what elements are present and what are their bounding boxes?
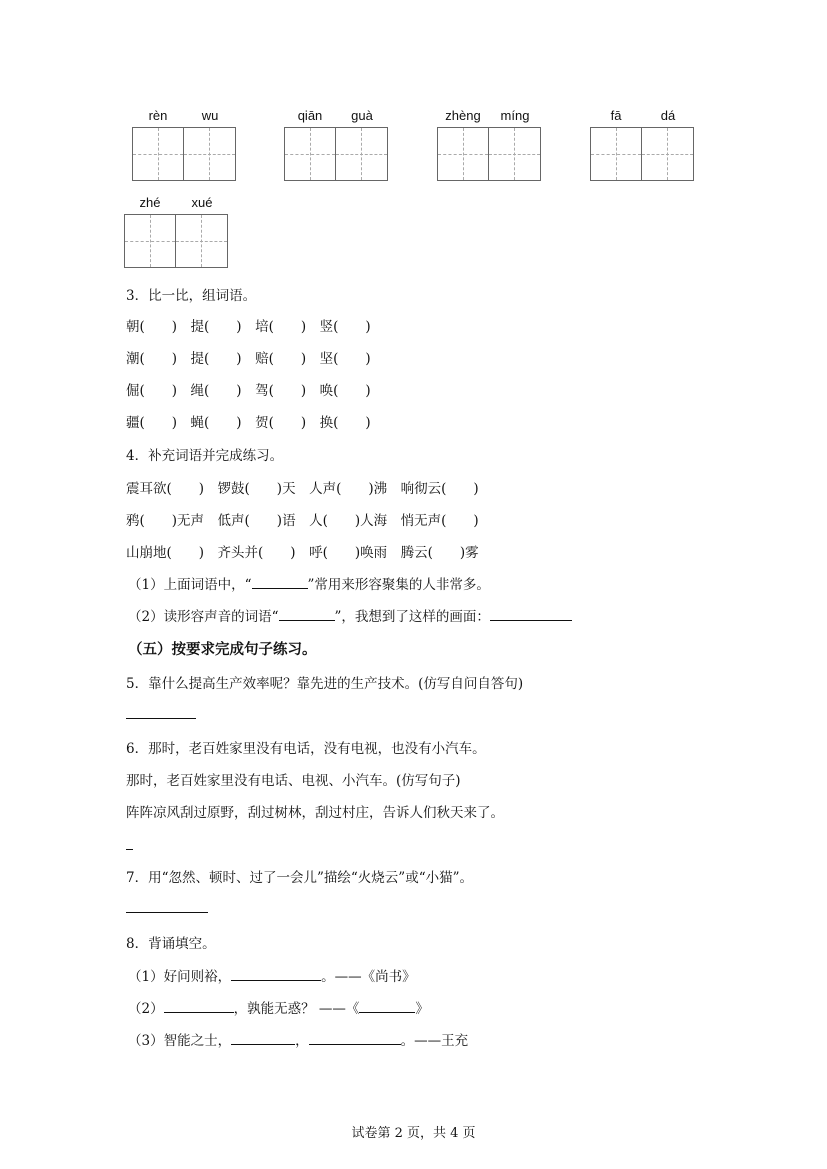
pinyin-label: xué (191, 195, 213, 210)
pinyin-label: rèn (148, 108, 168, 123)
q8-sub3-suffix: 。——王充 (400, 1033, 469, 1049)
writing-boxes[interactable] (284, 127, 388, 181)
q8-sub1-prefix: （1）好问则裕， (128, 969, 232, 985)
writing-boxes[interactable] (124, 214, 228, 268)
answer-blank[interactable] (279, 608, 335, 621)
q4-sub1-prefix: （1）上面词语中，“ (128, 577, 252, 593)
answer-blank[interactable] (490, 608, 572, 621)
pinyin-label: guà (351, 108, 373, 123)
q8-sub3-middle: ， (295, 1033, 309, 1049)
q3-row: 潮( ) 提( ) 赔( ) 坚( ) (126, 351, 371, 367)
question-3-title: 3．比一比，组词语。 (126, 288, 257, 304)
pinyin-label: zhé (139, 195, 161, 210)
question-6-line3: 阵阵凉风刮过原野，刮过树林，刮过村庄，告诉人们秋天来了。 (126, 805, 504, 821)
q4-row: 震耳欲( ) 锣鼓( )天 人声( )沸 响彻云( ) (126, 481, 479, 497)
question-6-line1: 6．那时，老百姓家里没有电话，没有电视，也没有小汽车。 (126, 741, 486, 757)
writing-boxes[interactable] (132, 127, 236, 181)
q4-sub1 (128, 573, 490, 593)
question-5: 5．靠什么提高生产效率呢？靠先进的生产技术。(仿写自问自答句) (126, 676, 524, 692)
question-6-line2: 那时，老百姓家里没有电话、电视、小汽车。(仿写句子) (126, 773, 461, 789)
question-7: 7．用“忽然、顿时、过了一会儿”描绘“火烧云”或“小猫”。 (126, 870, 473, 886)
q3-row: 倔( ) 绳( ) 驾( ) 唤( ) (126, 383, 371, 399)
section-heading: （五）按要求完成句子练习。 (128, 642, 317, 658)
pinyin-label: wu (201, 108, 219, 123)
q8-sub2-middle: ，孰能无惑？ ——《 (233, 1001, 360, 1017)
question-4-title: 4．补充词语并完成练习。 (126, 448, 284, 464)
q8-sub2-prefix: （2） (128, 1001, 164, 1017)
q8-sub1 (128, 965, 416, 985)
q8-sub3 (128, 1029, 468, 1049)
answer-blank[interactable] (231, 968, 321, 981)
answer-blank[interactable] (309, 1032, 401, 1045)
answer-line[interactable] (126, 912, 208, 913)
writing-boxes[interactable] (437, 127, 541, 181)
pinyin-label: míng (500, 108, 530, 123)
q8-sub1-suffix: 。——《尚书》 (321, 969, 416, 985)
pinyin-label: zhèng (445, 108, 481, 123)
pinyin-label: dá (660, 108, 676, 123)
q4-sub1-suffix: ”常用来形容聚集的人非常多。 (307, 577, 490, 593)
q4-sub2 (128, 605, 572, 625)
pinyin-label: fā (610, 108, 622, 123)
q8-sub2 (128, 997, 429, 1017)
page-footer: 试卷第 2 页，共 4 页 (351, 1126, 476, 1141)
pinyin-label: qiān (297, 108, 323, 123)
q4-row: 山崩地( ) 齐头并( ) 呼( )唤雨 腾云( )雾 (126, 545, 479, 561)
answer-line[interactable] (126, 718, 196, 719)
answer-line[interactable] (126, 849, 133, 850)
answer-blank[interactable] (164, 1000, 234, 1013)
q4-row: 鸦( )无声 低声( )语 人( )人海 悄无声( ) (126, 513, 479, 529)
q4-sub2-suffix: ”，我想到了这样的画面： (334, 609, 490, 625)
question-8-title: 8．背诵填空。 (126, 936, 216, 952)
q8-sub2-suffix: 》 (415, 1001, 429, 1017)
answer-blank[interactable] (252, 576, 308, 589)
answer-blank[interactable] (231, 1032, 295, 1045)
answer-blank[interactable] (359, 1000, 415, 1013)
writing-boxes[interactable] (590, 127, 694, 181)
q8-sub3-prefix: （3）智能之士， (128, 1033, 232, 1049)
q3-row: 疆( ) 蝇( ) 贺( ) 换( ) (126, 415, 371, 431)
q3-row: 朝( ) 提( ) 培( ) 竖( ) (126, 319, 371, 335)
q4-sub2-prefix: （2）读形容声音的词语“ (128, 609, 279, 625)
